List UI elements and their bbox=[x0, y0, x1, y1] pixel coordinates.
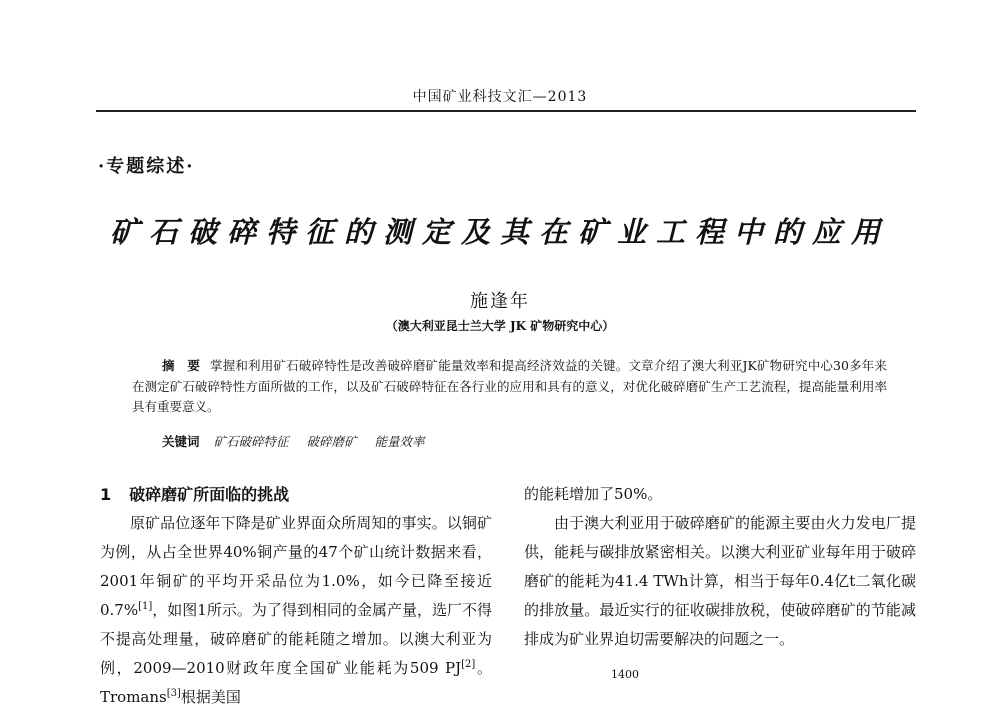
abstract-label: 摘 要 bbox=[162, 358, 201, 373]
body-paragraph: 由于澳大利亚用于破碎磨矿的能源主要由火力发电厂提供，能耗与碳排放紧密相关。以澳大利亚矿业每年用于破碎磨矿的能耗为41.4 TWh计算，相当于每年0.4亿t二氧化碳的排放量。最近实行的征收碳排放税，使破碎磨矿的节能减排成为矿业界迫切需要解决的问题之一。 bbox=[524, 514, 916, 648]
text-run: 根据美国 bbox=[180, 688, 241, 706]
keyword: 破碎磨矿 bbox=[306, 434, 357, 449]
keyword: 能量效率 bbox=[374, 434, 425, 449]
section-title: 破碎磨矿所面临的挑战 bbox=[129, 485, 290, 504]
citation[interactable]: [1] bbox=[138, 601, 153, 612]
section-tag: ·专题综述· bbox=[98, 156, 195, 177]
left-column bbox=[100, 480, 492, 712]
abstract bbox=[132, 356, 887, 418]
body-paragraph: 的能耗增加了50%。 bbox=[524, 485, 663, 503]
author-name: 施逢年 bbox=[470, 291, 530, 312]
keyword: 矿石破碎特征 bbox=[213, 434, 289, 449]
author-affiliation: （澳大利亚昆士兰大学 JK 矿物研究中心） bbox=[385, 319, 615, 333]
header-rule bbox=[96, 110, 916, 112]
text-run: 。Tromans bbox=[100, 659, 492, 706]
journal-header: 中国矿业科技文汇—2013 bbox=[412, 89, 588, 105]
text-run: 原矿品位逐年下降是矿业界面众所周知的事实。以铜矿为例，从占全世界40%铜产量的47个矿山统计数据来看，2001年铜矿的平均开采品位为1.0%，如今已降至接近0.7% bbox=[100, 514, 492, 619]
abstract-text: 掌握和利用矿石破碎特性是改善破碎磨矿能量效率和提高经济效益的关键。文章介绍了澳大利亚JK矿物研究中心30多年来在测定矿石破碎特性方面所做的工作，以及矿石破碎特征在各行业的应用和具有的意义，对优化破碎磨矿生产工艺流程，提高能量利用率具有重要意义。 bbox=[132, 358, 887, 414]
article-title: 矿石破碎特征的测定及其在矿业工程中的应用 bbox=[109, 215, 890, 249]
figure-axis-tick: 1400 bbox=[611, 668, 639, 681]
citation[interactable]: [2] bbox=[461, 659, 476, 670]
keywords-label: 关键词 bbox=[162, 434, 200, 449]
keywords bbox=[162, 432, 439, 450]
section-number: 1 bbox=[100, 485, 112, 504]
section-heading bbox=[100, 480, 492, 509]
right-column bbox=[524, 480, 916, 654]
citation[interactable]: [3] bbox=[166, 688, 181, 699]
text-run: ，如图1所示。为了得到相同的金属产量，选厂不得不提高处理量，破碎磨矿的能耗随之增加。以澳大利亚为例，2009—2010财政年度全国矿业能耗为509 PJ bbox=[100, 601, 492, 677]
